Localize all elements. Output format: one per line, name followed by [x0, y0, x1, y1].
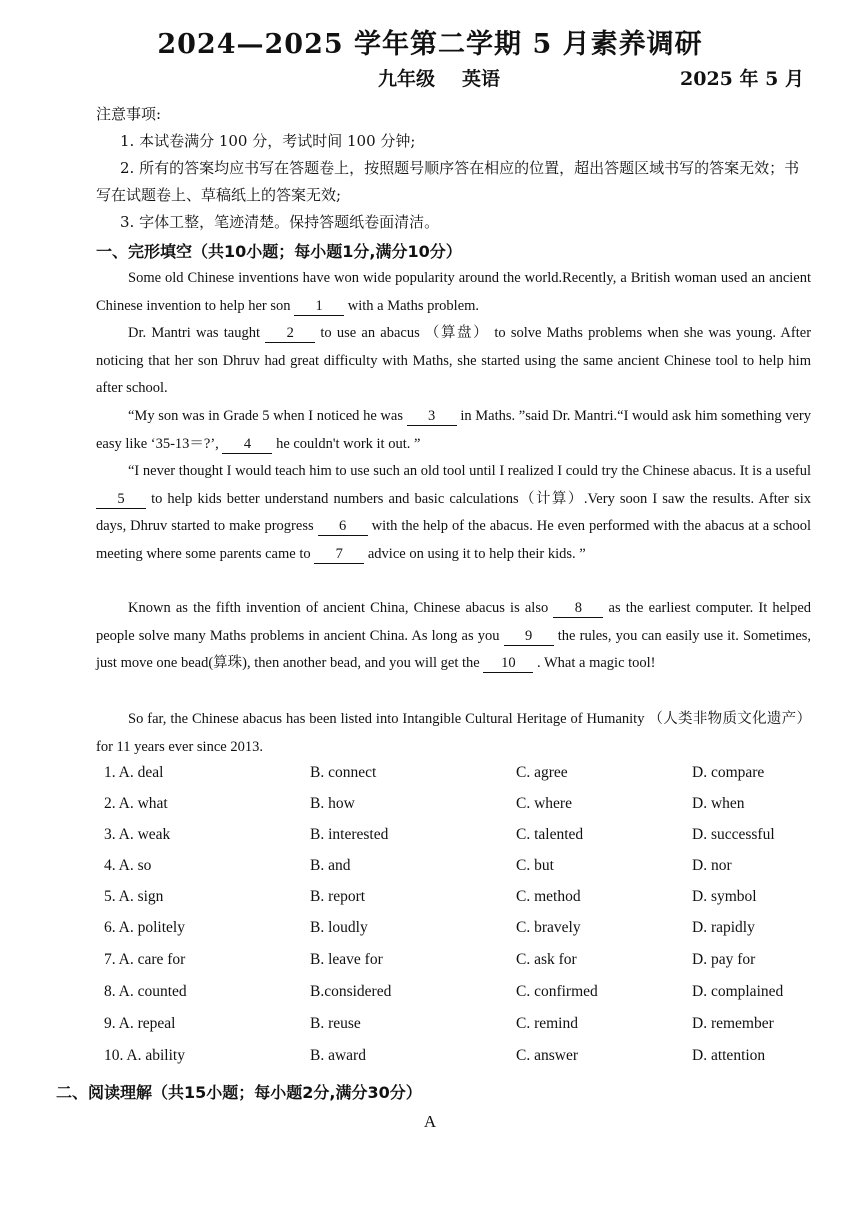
option-b[interactable]: B. report — [310, 888, 366, 905]
blank-5[interactable]: 5 — [96, 490, 146, 509]
option-d[interactable]: D. successful — [692, 826, 775, 843]
option-c[interactable]: C. answer — [516, 1047, 578, 1064]
blank-7[interactable]: 7 — [314, 545, 364, 564]
option-a[interactable]: 8. A. counted — [104, 983, 187, 1000]
option-a[interactable]: 5. A. sign — [104, 888, 164, 905]
exam-title: 2024—2025 学年第二学期 5 月素养调研 — [157, 29, 703, 60]
option-d[interactable]: D. rapidly — [692, 919, 755, 936]
option-d[interactable]: D. when — [692, 795, 745, 812]
option-a[interactable]: 1. A. deal — [104, 764, 164, 781]
option-a[interactable]: 6. A. politely — [104, 919, 185, 936]
option-a[interactable]: 3. A. weak — [104, 826, 171, 843]
blank-2[interactable]: 2 — [265, 324, 315, 343]
subject-label: 英语 — [462, 68, 501, 90]
blank-9[interactable]: 9 — [504, 627, 554, 646]
option-d[interactable]: D. symbol — [692, 888, 757, 905]
option-row — [0, 857, 860, 887]
option-d[interactable]: D. pay for — [692, 951, 756, 968]
blank-3[interactable]: 3 — [407, 407, 457, 426]
option-d[interactable]: D. compare — [692, 764, 765, 781]
cloze-paragraph: So far, the Chinese abacus has been listed into Intangible Cultural Heritage of Humanity （人类非物质文化遗产） for 11 years ever since 2013. — [96, 711, 811, 755]
option-c[interactable]: C. agree — [516, 764, 568, 781]
blank-4[interactable]: 4 — [222, 435, 272, 454]
blank-6[interactable]: 6 — [318, 517, 368, 536]
passage-label: A — [423, 1112, 437, 1131]
option-c[interactable]: C. talented — [516, 826, 584, 843]
option-row — [0, 795, 860, 825]
option-c[interactable]: C. bravely — [516, 919, 581, 936]
option-a[interactable]: 2. A. what — [104, 795, 168, 812]
note-item: 2. 所有的答案均应书写在答题卷上，按照题号顺序答在相应的位置，超出答题区域书写的答案无效；书写在试题卷上、草稿纸上的答案无效; — [96, 159, 800, 204]
option-d[interactable]: D. nor — [692, 857, 732, 874]
option-row — [0, 1015, 860, 1045]
option-row — [0, 983, 860, 1013]
option-b[interactable]: B. leave for — [310, 951, 383, 968]
option-d[interactable]: D. complained — [692, 983, 784, 1000]
note-item: 3. 字体工整，笔迹清楚。保持答题纸卷面清洁。 — [120, 213, 440, 231]
option-b[interactable]: B. connect — [310, 764, 377, 781]
option-c[interactable]: C. remind — [516, 1015, 578, 1032]
cloze-paragraph: “I never thought I would teach him to use such an old tool until I realized I could try the Chinese abacus. It is a useful 5 to help kids better understand numbers and basic calculations（计算）.Very soon I saw the results. After six days, Dhruv started to make progress 6 with the help of the abacus. He even performed with the abacus at a school meeting where some parents came to 7 advice on using it to help their kids. ” — [96, 463, 812, 562]
option-b[interactable]: B. loudly — [310, 919, 368, 936]
option-row — [0, 1047, 860, 1077]
grade-label: 九年级 — [378, 68, 436, 90]
option-a[interactable]: 7. A. care for — [104, 951, 186, 968]
option-a[interactable]: 4. A. so — [104, 857, 152, 874]
blank-8[interactable]: 8 — [553, 599, 603, 618]
option-b[interactable]: B. award — [310, 1047, 366, 1064]
exam-date: 2025 年 5 月 — [680, 68, 804, 90]
cloze-paragraph: Some old Chinese inventions have won wide popularity around the world.Recently, a British woman used an ancient Chinese invention to help her son 1 with a Maths problem. — [96, 270, 811, 314]
section-1-title: 一、完形填空（共10小题；每小题1分,满分10分） — [96, 242, 462, 261]
option-a[interactable]: 9. A. repeal — [104, 1015, 176, 1032]
section-2-title: 二、阅读理解（共15小题；每小题2分,满分30分） — [56, 1083, 422, 1102]
option-a[interactable]: 10. A. ability — [104, 1047, 185, 1064]
option-b[interactable]: B. and — [310, 857, 351, 874]
option-c[interactable]: C. method — [516, 888, 581, 905]
option-d[interactable]: D. remember — [692, 1015, 774, 1032]
option-row — [0, 764, 860, 794]
option-b[interactable]: B. interested — [310, 826, 389, 843]
option-row — [0, 826, 860, 856]
cloze-paragraph: Dr. Mantri was taught 2 to use an abacus （算盘） to solve Maths problems when she was young. After noticing that her son Dhruv had great difficulty with Maths, she started using the same ancient Chinese tool to help him after school. — [96, 325, 812, 396]
option-b[interactable]: B.considered — [310, 983, 392, 1000]
option-c[interactable]: C. confirmed — [516, 983, 598, 1000]
option-c[interactable]: C. but — [516, 857, 554, 874]
cloze-paragraph: “My son was in Grade 5 when I noticed he was 3 in Maths. ”said Dr. Mantri.“I would ask him something very easy like ‘35-13＝?’, 4 he couldn't work it out. ” — [96, 408, 812, 452]
option-d[interactable]: D. attention — [692, 1047, 766, 1064]
option-row — [0, 888, 860, 918]
cloze-paragraph: Known as the fifth invention of ancient China, Chinese abacus is also 8 as the earliest computer. It helped people solve many Maths problems in ancient China. As long as you 9 the rules, you can easily use it. Sometimes, just move one bead(算珠), then another bead, and you will get the 10 . What a magic tool! — [96, 600, 812, 671]
blank-1[interactable]: 1 — [294, 297, 344, 316]
option-b[interactable]: B. reuse — [310, 1015, 361, 1032]
blank-10[interactable]: 10 — [483, 654, 533, 673]
option-row — [0, 951, 860, 981]
option-b[interactable]: B. how — [310, 795, 355, 812]
option-row — [0, 919, 860, 949]
option-c[interactable]: C. where — [516, 795, 572, 812]
option-c[interactable]: C. ask for — [516, 951, 577, 968]
exam-subtitle — [0, 64, 860, 92]
note-item: 1. 本试卷满分 100 分，考试时间 100 分钟; — [120, 132, 416, 150]
notes-title: 注意事项: — [96, 105, 162, 123]
